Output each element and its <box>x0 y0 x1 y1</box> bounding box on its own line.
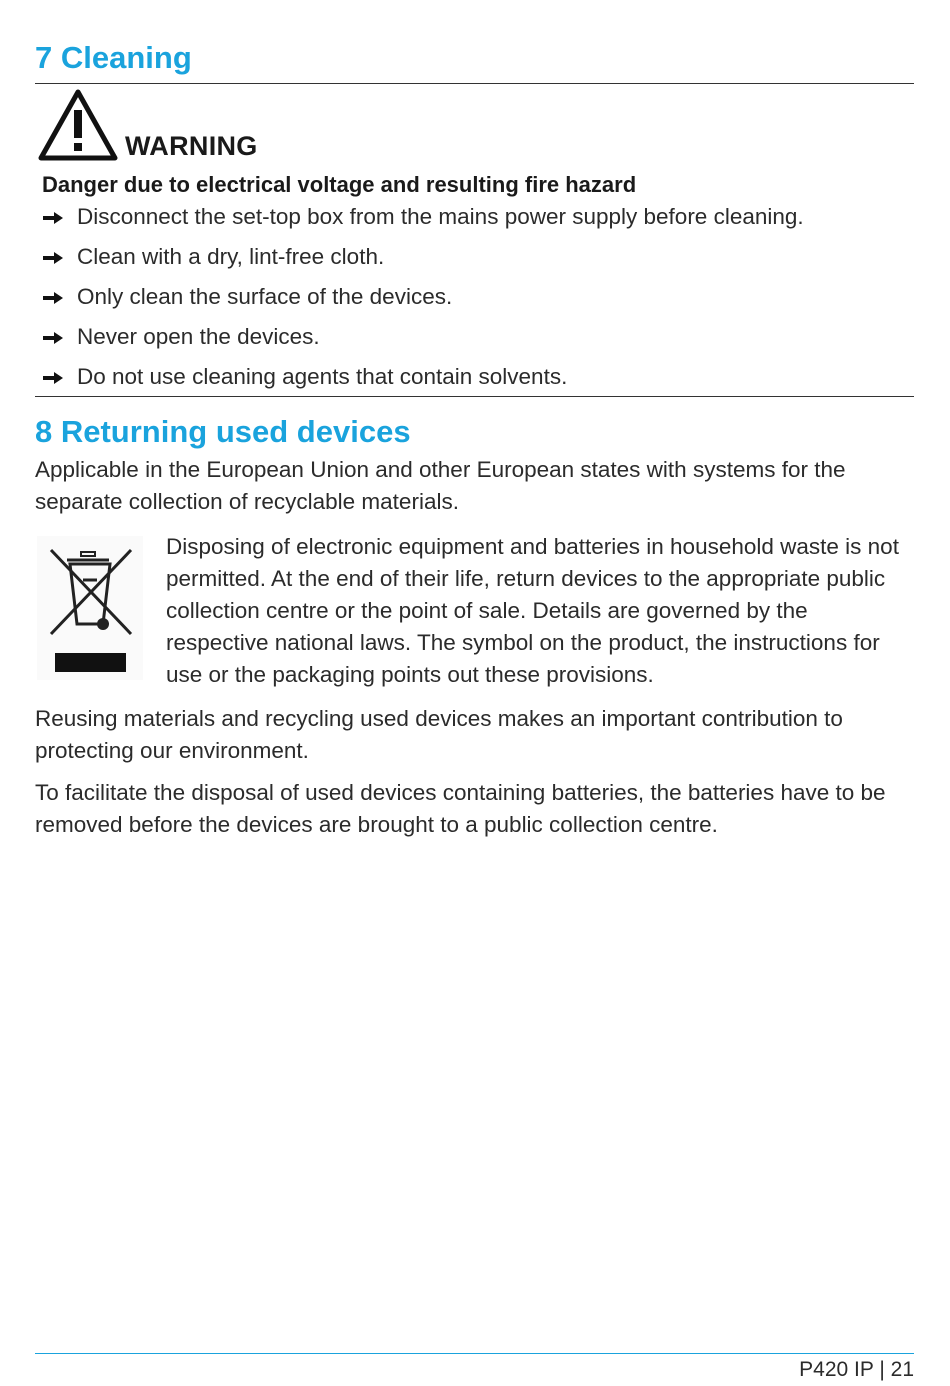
cleaning-instructions-list <box>42 202 804 402</box>
crossed-out-wheelie-bin-icon <box>37 536 143 680</box>
page-footer-label: P420 IP | 21 <box>799 1358 914 1381</box>
list-item-text: Only clean the surface of the devices. <box>77 284 453 309</box>
list-item-text: Disconnect the set-top box from the mains power supply before cleaning. <box>77 204 804 229</box>
list-item <box>42 282 804 322</box>
arrow-right-icon <box>42 251 64 265</box>
list-item <box>42 242 804 282</box>
list-item-text: Clean with a dry, lint-free cloth. <box>77 244 385 269</box>
warning-subtitle: Danger due to electrical voltage and resulting fire hazard <box>42 172 637 197</box>
battery-paragraph: To facilitate the disposal of used devices containing batteries, the batteries have to be removed before the devices are brought to a public collection centre. <box>35 780 886 837</box>
arrow-right-icon <box>42 291 64 305</box>
warning-triangle-icon <box>37 88 119 162</box>
list-item-text: Never open the devices. <box>77 324 320 349</box>
section-divider-top <box>35 83 914 84</box>
list-item <box>42 322 804 362</box>
reuse-paragraph: Reusing materials and recycling used devices makes an important contribution to protecting our environment. <box>35 706 843 763</box>
section-7-title: 7 Cleaning <box>35 40 192 75</box>
arrow-right-icon <box>42 211 64 225</box>
section-divider-mid <box>35 396 914 397</box>
list-item <box>42 202 804 242</box>
arrow-right-icon <box>42 331 64 345</box>
section-8-title: 8 Returning used devices <box>35 414 411 449</box>
warning-label: WARNING <box>125 131 258 161</box>
section-8-intro: Applicable in the European Union and other European states with systems for the separate collection of recyclable materials. <box>35 457 846 514</box>
arrow-right-icon <box>42 371 64 385</box>
weee-disposal-text: Disposing of electronic equipment and batteries in household waste is not permitted. At the end of their life, return devices to the appropriate public collection centre or the point of sale. Details are governed by the respective national laws. The symbol on the product, the instructions for use or the packaging points out these provisions. <box>166 534 899 687</box>
footer-divider <box>35 1353 914 1354</box>
list-item-text: Do not use cleaning agents that contain solvents. <box>77 364 568 389</box>
